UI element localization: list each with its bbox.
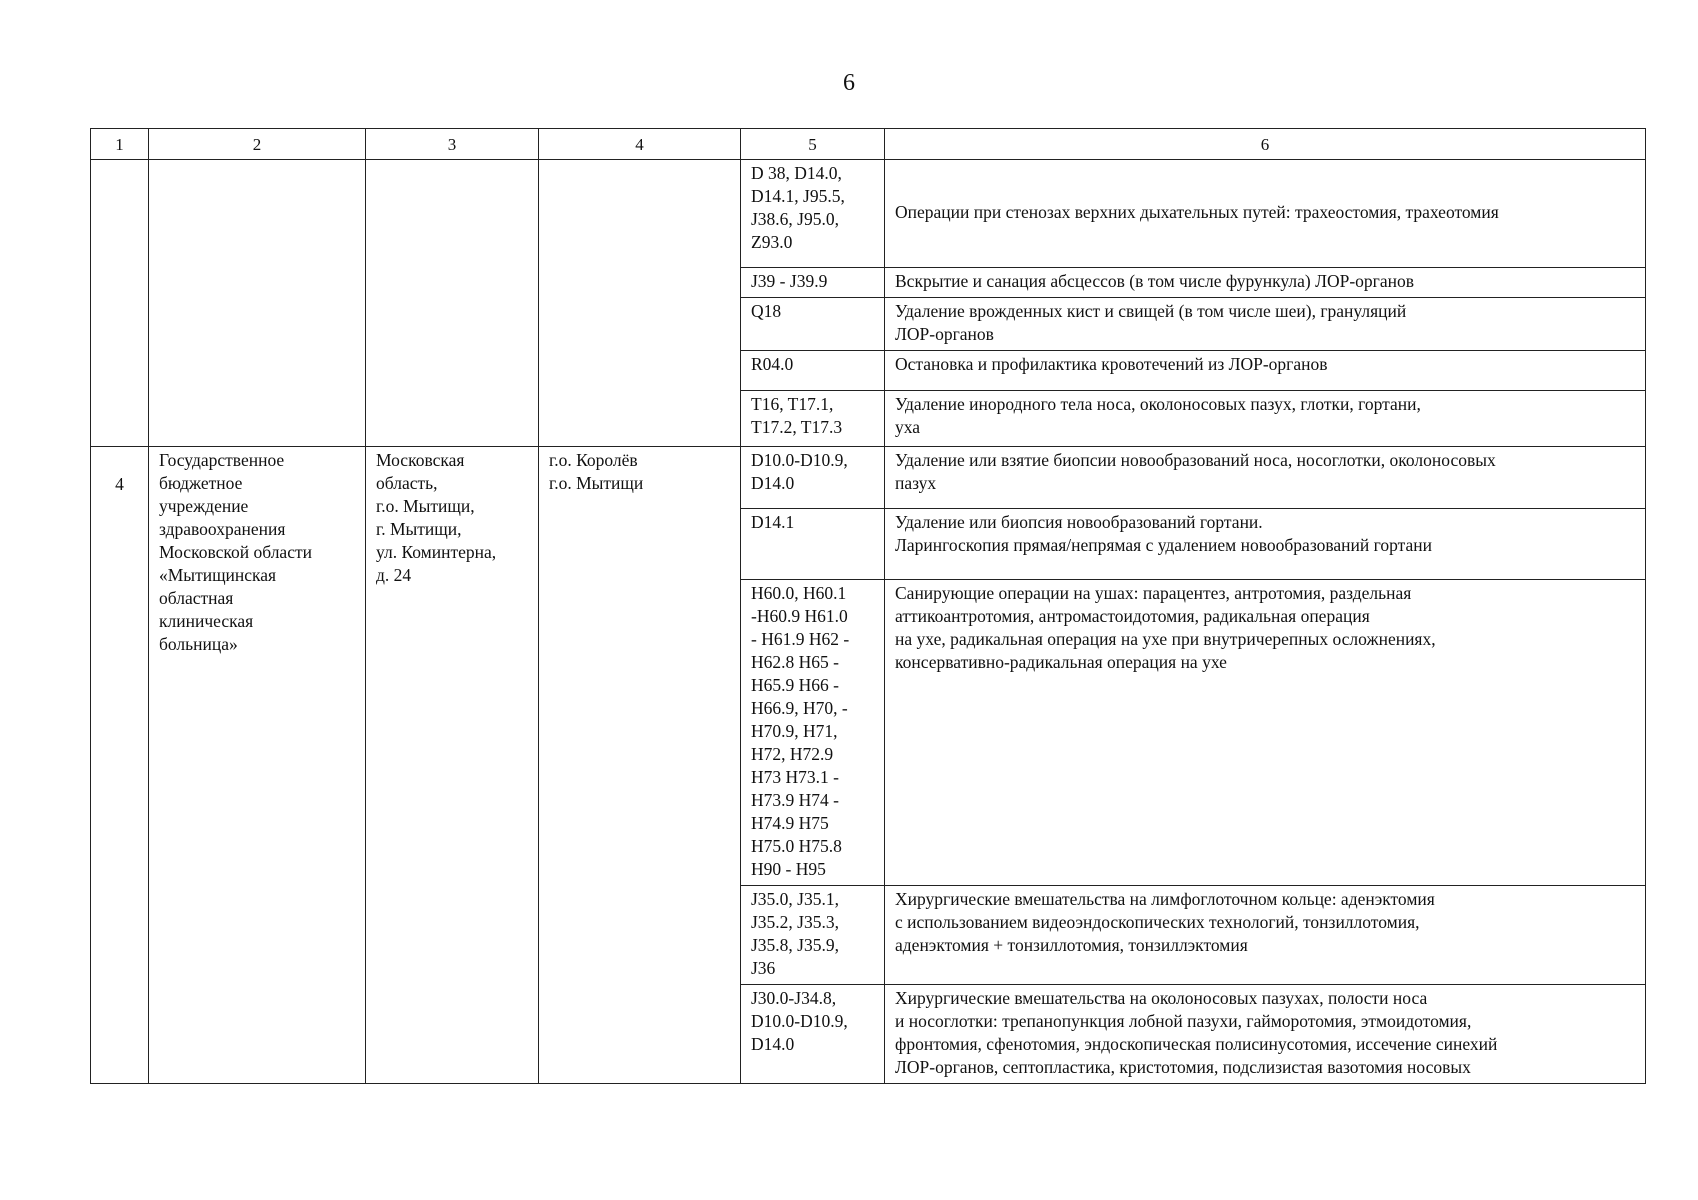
entry-number-cell: 4 [91,447,149,1084]
diagnosis-codes-cell: D10.0-D10.9, D14.0 [741,447,885,509]
procedure-description-cell: Удаление или взятие биопсии новообразований носа, носоглотки, околоносовых пазух [885,447,1646,509]
diagnosis-codes-cell: J35.0, J35.1, J35.2, J35.3, J35.8, J35.9, J36 [741,886,885,985]
diagnosis-codes-cell: D 38, D14.0, D14.1, J95.5, J38.6, J95.0, Z93.0 [741,160,885,268]
procedure-description-cell: Удаление врожденных кист и свищей (в том числе шеи), грануляций ЛОР-органов [885,298,1646,351]
procedure-description-cell: Вскрытие и санация абсцессов (в том числе фурункула) ЛОР-органов [885,268,1646,298]
column-header-2: 2 [149,129,366,160]
diagnosis-codes-cell: Q18 [741,298,885,351]
table-header-row [91,129,1646,160]
table-row [91,160,1646,268]
column-header-3: 3 [366,129,539,160]
address-cell: Московская область, г.о. Мытищи, г. Мытищи, ул. Коминтерна, д. 24 [366,447,539,1084]
column-header-5: 5 [741,129,885,160]
procedure-description-cell: Хирургические вмешательства на лимфоглоточном кольце: аденэктомия с использованием видеоэндоскопических технологий, тонзиллотомия, аденэктомия + тонзиллотомия, тонзиллэктомия [885,886,1646,985]
procedure-description-cell: Операции при стенозах верхних дыхательных путей: трахеостомия, трахеотомия [885,160,1646,268]
number-cell [91,160,149,447]
column-header-4: 4 [539,129,741,160]
address-cell [366,160,539,447]
procedure-description-cell: Санирующие операции на ушах: парацентез, антротомия, раздельная аттикоантротомия, антромастоидотомия, радикальная операция на ухе, радикальная операция на ухе при внутричерепных осложнениях, консервативно-радикальная операция на ухе [885,580,1646,886]
page-number: 6 [843,70,855,96]
procedure-description-cell: Удаление или биопсия новообразований гортани. Ларингоскопия прямая/непрямая с удалением новообразований гортани [885,509,1646,580]
diagnosis-codes-cell: D14.1 [741,509,885,580]
procedure-description-cell: Удаление инородного тела носа, околоносовых пазух, глотки, гортани, уха [885,391,1646,447]
diagnosis-codes-cell: R04.0 [741,351,885,391]
table-row [91,447,1646,509]
territory-cell: г.о. Королёв г.о. Мытищи [539,447,741,1084]
medical-organizations-table [90,128,1646,1084]
diagnosis-codes-cell: J30.0-J34.8, D10.0-D10.9, D14.0 [741,985,885,1084]
procedure-description-cell: Остановка и профилактика кровотечений из ЛОР-органов [885,351,1646,391]
column-header-1: 1 [91,129,149,160]
column-header-6: 6 [885,129,1646,160]
diagnosis-codes-cell: J39 - J39.9 [741,268,885,298]
diagnosis-codes-cell: H60.0, H60.1 -H60.9 H61.0 - H61.9 H62 - H62.8 H65 - H65.9 H66 - H66.9, H70, - H70.9, H71, H72, H72.9 H73 H73.1 - H73.9 H74 - H74.9 H75 H75.0 H75.8 H90 - H95 [741,580,885,886]
organization-cell: Государственное бюджетное учреждение здравоохранения Московской области «Мытищинская областная клиническая больница» [149,447,366,1084]
diagnosis-codes-cell: T16, T17.1, T17.2, T17.3 [741,391,885,447]
territory-cell [539,160,741,447]
procedure-description-cell: Хирургические вмешательства на околоносовых пазухах, полости носа и носоглотки: трепанопункция лобной пазухи, гайморотомия, этмоидотомия, фронтомия, сфенотомия, эндоскопическая полисинусотомия, иссечение синехий ЛОР-органов, септопластика, кристотомия, подслизистая вазотомия носовых [885,985,1646,1084]
organization-cell [149,160,366,447]
